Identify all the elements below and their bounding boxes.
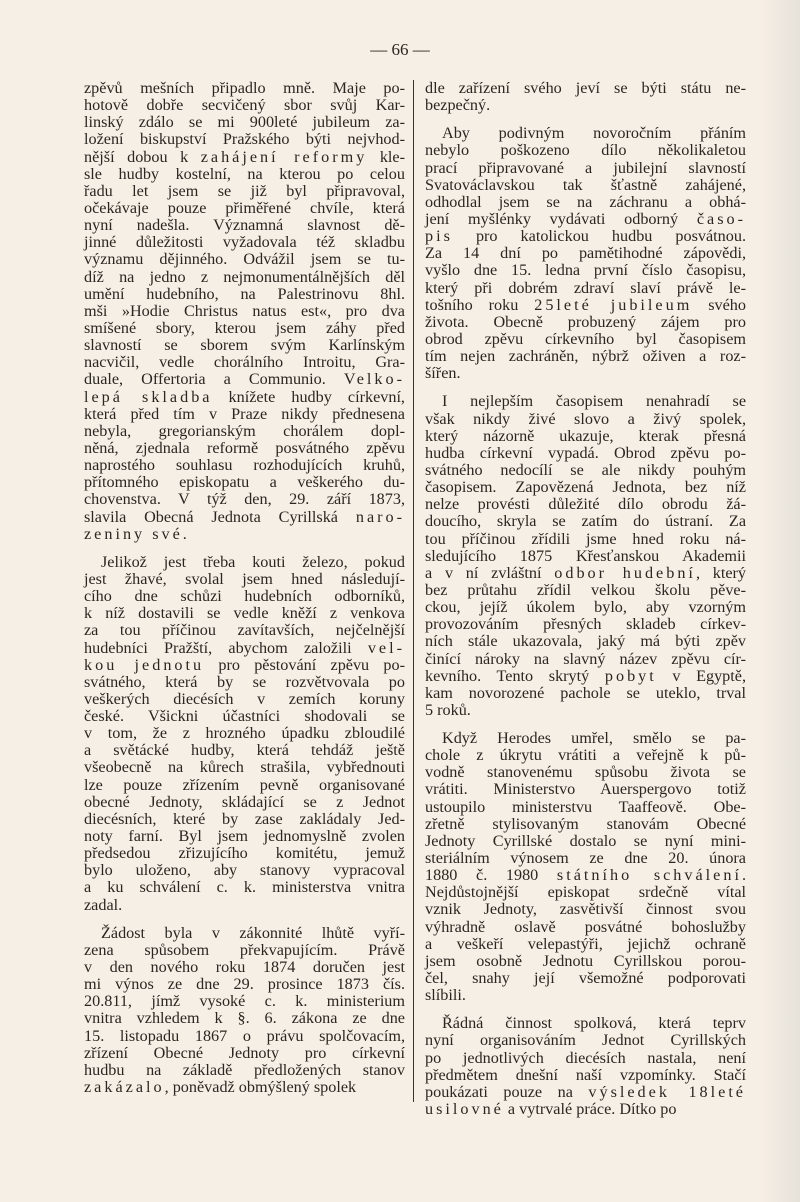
- text-line: vnitra vzhledem k §. 6. zákona ze dne: [84, 1009, 405, 1028]
- text-line: dle zařízení svého jeví se býti státu ne-: [425, 79, 746, 97]
- spaced-emphasis: zakázalo: [84, 1078, 165, 1097]
- column-divider: [413, 80, 414, 1102]
- text-line: zřetně stylisovaným stanovám Obecné: [425, 814, 746, 833]
- text-line: mi výnos ze dne 29. prosince 1873 čís.: [84, 975, 405, 994]
- text-line: tím nejen zachráněn, nýbrž oživen a roz-: [425, 347, 746, 366]
- spaced-emphasis: Velko-: [343, 370, 405, 389]
- text-line: předmětem dnešní naší vzpomínky. Stačí: [425, 1065, 746, 1084]
- text-line: bez průtahu zřídil velkou školu pěve-: [425, 580, 746, 599]
- text-line: zena spůsobem překvapujícím. Právě: [84, 940, 405, 959]
- spaced-emphasis: pobyt: [604, 666, 657, 685]
- text-line: hudba církevní vypadá. Obrod zpěvu po-: [425, 443, 746, 462]
- text-line: provozováním přesných skladeb církev-: [425, 615, 746, 634]
- text-line: pis pro katolickou hudbu posvátnou.: [425, 227, 746, 246]
- paragraph: [425, 80, 746, 114]
- paragraph: [84, 925, 405, 1096]
- text-line: slíbili.: [425, 986, 466, 1005]
- page-edge-shadow: [760, 0, 800, 1202]
- text-line: sledujícího 1875 Křesťanskou Akademii: [425, 546, 746, 565]
- text-line: slavností se sborem svým Karlínským: [84, 336, 405, 355]
- text-line: mši »Hodie Christus natus est«, pro dva: [84, 301, 405, 320]
- text-line: 5 roků.: [425, 700, 471, 719]
- text-line: sle hudby kostelní, na kterou po celou: [84, 164, 405, 183]
- text-line: života. Obecně probuzený zájem pro: [425, 312, 746, 331]
- text-line: šířen.: [425, 364, 461, 383]
- text-line: nyní nadešla. Významná slavnost dě-: [84, 216, 405, 235]
- text-line: chovenstva. V týž den, 29. září 1873,: [84, 490, 405, 509]
- spaced-emphasis: odbor hudební: [554, 563, 696, 582]
- text-line: předsedou zřizujícího komitétu, jemuž: [84, 844, 405, 863]
- text-line: zřízení Obecné Jednoty pro církevní: [84, 1043, 405, 1062]
- text-line: v tom, že z hrozného úpadku zbloudilé: [84, 724, 405, 743]
- text-line: obrod zpěvu církevního byl časopisem: [425, 329, 746, 348]
- spaced-emphasis: vel-: [367, 638, 405, 657]
- paragraph: [425, 125, 746, 382]
- text-line: Aby podivným novoročním přáním: [442, 124, 746, 143]
- text-line: české. Všickni účastníci shodovali se: [84, 707, 405, 726]
- text-line: díž na jedno z nejmonumentálnějších děl: [84, 267, 405, 286]
- text-line: naprostého souhlasu rozhodujících kruhů,: [84, 456, 405, 475]
- text-line: který při dobrém zdraví slaví právě le-: [425, 278, 746, 297]
- text-line: jinné důležitosti vyžadovala též skladbu: [84, 233, 405, 252]
- text-line: časopisem. Zapovězená Jednota, bez níž: [425, 478, 746, 497]
- text-line: vodně stanovenému spůsobu života se: [425, 763, 746, 782]
- text-line: Svatováclavskou tak šťastně zahájené,: [425, 175, 746, 194]
- text-line: v den nového roku 1874 doručen jest: [84, 958, 405, 977]
- text-line: tošního roku 25leté jubileum svého: [425, 295, 746, 314]
- text-line: poukázati pouze na výsledek 18leté: [425, 1082, 746, 1101]
- text-line: nelze provésti důležité dílo obrodu žá-: [425, 495, 746, 514]
- text-line: přítomného episkopatu a veškerého du-: [84, 473, 405, 492]
- text-line: nější dobou k zahájení reformy kle-: [84, 147, 406, 166]
- spaced-emphasis: usilovné: [425, 1100, 504, 1119]
- text-line: významu dějinného. Odvážil jsem se tu-: [84, 250, 405, 269]
- text-line: nyní organisováním Jednot Cyrillských: [425, 1031, 746, 1050]
- text-line: 20.811, jímž vysoké c. k. ministerium: [84, 992, 405, 1011]
- text-line: kevního. Tento skrytý pobyt v Egyptě,: [425, 666, 746, 685]
- text-line: odhodlal jsem se na záchranu a obhá-: [425, 192, 746, 211]
- text-line: něná, zjednala reformě posvátného zpěvu: [84, 438, 405, 457]
- text-line: vrátiti. Ministerstvo Auerspergovo totiž: [425, 780, 746, 799]
- text-line: ložení biskupství Pražského býti nejvhod-: [84, 130, 405, 149]
- text-line: bylo uloženo, aby stanovy vypracoval: [84, 861, 405, 880]
- text-line: Za 14 dní po pamětihodné zápovědi,: [425, 244, 746, 263]
- text-line: Jelikož jest třeba kouti železo, pokud: [101, 552, 405, 571]
- text-line: jest žhavé, svolal jsem hned následují-: [84, 569, 405, 588]
- paragraph: [425, 730, 746, 1004]
- text-line: který názorně ukazuje, kterak přesná: [425, 426, 746, 445]
- text-line: 1880 č. 1980 státního schválení.: [425, 866, 747, 885]
- text-line: očekávaje pouze přiměřené chvíle, která: [84, 198, 405, 217]
- text-line: a světácké hudby, která tehdáž ještě: [84, 741, 405, 760]
- text-line: noty farní. Byl jsem jednomyslně zvolen: [84, 827, 405, 846]
- text-line: která před tím v Praze nikdy přednesena: [84, 404, 405, 423]
- text-line: jení myšlénky vydávati odborný časo-: [425, 209, 746, 228]
- text-line: ních stále ukazovala, jaký má býti zpěv: [425, 632, 746, 651]
- spaced-emphasis: zeniny své: [84, 524, 183, 543]
- text-line: chole z úkrytu vrátiti a veřejně k pů-: [425, 746, 746, 765]
- text-line: kou jednotu pro pěstování zpěvu po-: [84, 655, 405, 674]
- paragraph: [425, 393, 746, 719]
- text-line: duale, Offertoria a Communio. Velko-: [84, 370, 405, 389]
- spaced-emphasis: naro-: [355, 507, 405, 526]
- text-line: Žádost byla v zákonnité lhůtě vyří-: [101, 923, 405, 942]
- spaced-emphasis: lepá skladba: [84, 387, 213, 406]
- text-line: nacvičil, vedle chorálního Introitu, Gra-: [84, 353, 405, 372]
- spaced-emphasis: 25leté jubileum: [534, 295, 693, 314]
- text-line: hudebníci Pražští, abychom založili vel-: [84, 638, 405, 657]
- text-line: zakázalo, poněvadž obmýšlený spolek: [84, 1078, 357, 1097]
- page-number: — 66 —: [370, 40, 430, 59]
- text-line: po jednotlivých diecésích nastala, není: [425, 1048, 746, 1067]
- text-line: obecné Jednoty, skládající se z Jednot: [84, 792, 405, 811]
- spaced-emphasis: kou jednotu: [84, 655, 205, 674]
- text-line: linský zdálo se mi 900leté jubileum za-: [84, 113, 405, 132]
- text-line: a ku schválení c. k. ministerstva vnitra: [84, 878, 405, 897]
- text-line: k níž dostavili se vedle kněží z venkova: [84, 604, 405, 623]
- text-line: a v ní zvláštní odbor hudební, který: [425, 563, 747, 582]
- spaced-emphasis: státního schválení: [556, 866, 742, 885]
- text-line: umění hudebního, na Palestrinovu 8hl.: [84, 284, 405, 303]
- paragraph: [84, 554, 405, 914]
- text-line: smíšené sbory, kterou jsem záhy před: [84, 318, 405, 337]
- text-line: I nejlepším časopisem nenahradí se: [442, 392, 746, 411]
- text-line: vyšlo dne 15. ledna první číslo časopisu,: [425, 261, 746, 280]
- text-line: steriálním výnosem ze dne 20. února: [425, 849, 746, 868]
- spaced-emphasis: časo-: [696, 209, 746, 228]
- text-line: nebyla, gregorianským chorálem dopl-: [84, 421, 405, 440]
- text-line: svátného, která by se rozvětvovala po: [84, 672, 405, 691]
- text-line: činící nároky na slavný název zpěvu cír-: [425, 649, 746, 668]
- text-line: slavila Obecná Jednota Cyrillská naro-: [84, 507, 405, 526]
- text-line: Řádná činnost spolková, která teprv: [442, 1014, 746, 1033]
- text-line: veškerých diecésích v zemích koruny: [84, 689, 405, 708]
- text-line: hudbu na základě předložených stanov: [84, 1060, 405, 1079]
- text-line: vznik Jednoty, zasvětivší činnost svou: [425, 900, 746, 919]
- text-line: cího dne schůzi hudebních odborníků,: [84, 587, 405, 606]
- text-line: řadu let jsem se již byl připravoval,: [84, 181, 405, 200]
- text-line: jsem osobně Jednotu Cyrillskou porou-: [425, 951, 746, 970]
- text-line: diecésních, které by zase zakládaly Jed-: [84, 809, 405, 828]
- text-line: lze pouze zřízením pevně organisované: [84, 775, 405, 794]
- text-line: všeobecně na kůrech strašila, vybřednouti: [84, 758, 405, 777]
- text-line: čel, snahy její všemožné podporovati: [425, 969, 746, 988]
- spaced-emphasis: zahájení reformy: [200, 147, 368, 166]
- right-column: [425, 80, 746, 1118]
- text-line: za tou příčinou zavítavších, nejčelnější: [84, 621, 405, 640]
- text-line: výhradně oslavě posvátné bohoslužby: [425, 917, 746, 936]
- text-line: Nejdůstojnější episkopat srdečně vítal: [425, 883, 746, 902]
- text-line: usilovné a vytrvalé práce. Dítko po: [425, 1100, 677, 1119]
- text-line: prací připravované a jubilejní slavností: [425, 158, 746, 177]
- paragraph: [425, 1015, 746, 1118]
- text-line: tou příčinou zřídili jsme hned roku ná-: [425, 529, 746, 548]
- spaced-emphasis: výsledek 18leté: [588, 1082, 746, 1101]
- text-line: svátného nedocílí se ale nikdy pouhým: [425, 460, 746, 479]
- text-line: kam novorozené pachole se uteklo, trval: [425, 683, 746, 702]
- text-line: zadal.: [84, 895, 123, 914]
- text-line: zpěvů mešních připadlo mně. Maje po-: [84, 79, 405, 97]
- text-line: bezpečný.: [425, 96, 491, 115]
- text-line: ckou, jejíž úkolem bylo, aby vzorným: [425, 598, 746, 617]
- text-line: nebylo poškozeno dílo několikaletou: [425, 141, 746, 160]
- text-line: a veškeří velepastýři, jejichž ochraně: [425, 934, 746, 953]
- text-line: Když Herodes umřel, smělo se pa-: [442, 729, 746, 748]
- paragraph: [84, 80, 405, 543]
- text-line: však nikdy živé slovo a živý spolek,: [425, 409, 746, 428]
- text-line: hotově dobře secvičený sbor svůj Kar-: [84, 96, 405, 115]
- left-column: [84, 80, 405, 1096]
- text-line: zeniny své.: [84, 524, 187, 543]
- text-line: Jednoty Cyrillské dostalo se nyní mini-: [425, 831, 746, 850]
- text-line: 15. listopadu 1867 o právu spolčovacím,: [84, 1026, 405, 1045]
- spaced-emphasis: pis: [425, 227, 453, 246]
- text-line: lepá skladba knížete hudby církevní,: [84, 387, 405, 406]
- text-line: doucího, skryla se zatím do ústraní. Za: [425, 512, 746, 531]
- text-line: ustoupilo ministerstvu Taaffeově. Obe-: [425, 797, 746, 816]
